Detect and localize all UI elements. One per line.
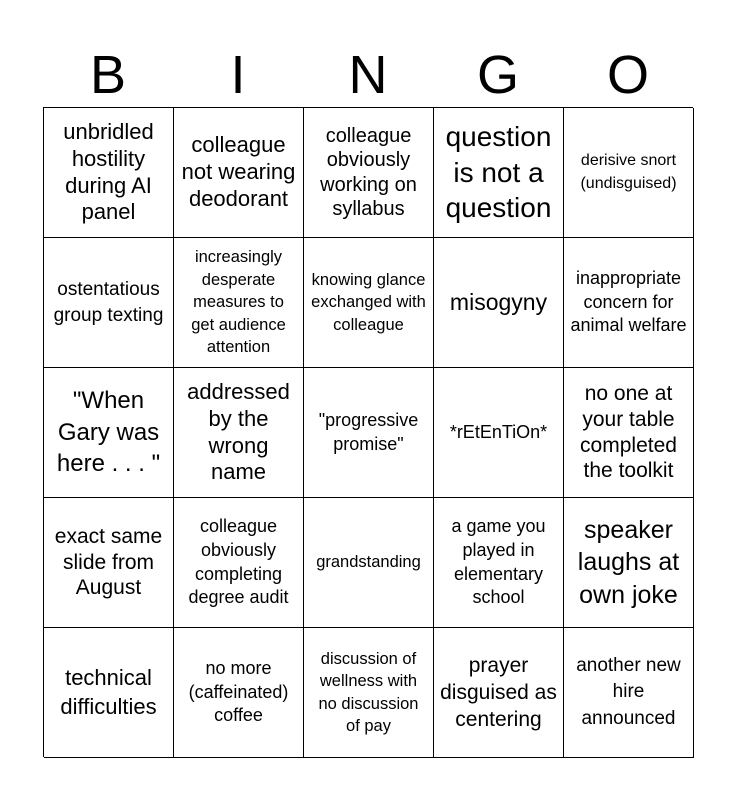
bingo-cell[interactable] [44, 108, 174, 238]
cell-text: grandstanding [316, 553, 421, 572]
bingo-cell[interactable] [304, 238, 434, 368]
bingo-cell[interactable] [434, 238, 564, 368]
header-letter-o: O [606, 45, 649, 105]
bingo-cell[interactable] [174, 108, 304, 238]
bingo-cell[interactable] [564, 238, 694, 368]
bingo-cell[interactable] [564, 368, 694, 498]
bingo-cell[interactable] [434, 628, 564, 758]
cell-text: no more (caffeinated) coffee [188, 658, 289, 726]
cell-text: speaker laughs at own joke [577, 515, 680, 609]
cell-text: question is not a question [445, 120, 552, 224]
bingo-cell[interactable] [44, 238, 174, 368]
cell-text: addressed by the wrong name [187, 378, 290, 485]
cell-text: "progressive promise" [318, 410, 419, 454]
bingo-cell[interactable] [434, 108, 564, 238]
cell-text: colleague not wearing deodorant [181, 132, 296, 211]
bingo-cell[interactable] [434, 368, 564, 498]
cell-text: colleague obviously working on syllabus [320, 124, 417, 220]
header-letter-n: N [348, 45, 388, 105]
cell-text: unbridled hostility during AI panel [63, 118, 154, 225]
cell-text: another new hire announced [576, 654, 681, 729]
cell-text: increasingly desperate measures to get audience attention [191, 248, 286, 357]
cell-text: no one at your table completed the toolkit [580, 382, 677, 483]
cell-text: discussion of wellness with no discussion of pay [318, 649, 419, 735]
bingo-cell[interactable] [564, 498, 694, 628]
bingo-cell[interactable] [174, 628, 304, 758]
cell-text: exact same slide from August [54, 525, 163, 600]
bingo-cell[interactable] [44, 498, 174, 628]
cell-text: colleague obviously completing degree audit [188, 516, 289, 608]
header-letter-g: G [476, 45, 519, 105]
bingo-cell[interactable] [564, 108, 694, 238]
cell-text: prayer disguised as centering [440, 653, 557, 732]
header-letter-b: B [89, 45, 127, 105]
cell-text: "When Gary was here . . . " [56, 386, 161, 478]
bingo-cell[interactable] [304, 368, 434, 498]
cell-text: ostentatious group texting [53, 279, 164, 326]
cell-text: knowing glance exchanged with colleague [311, 270, 426, 334]
bingo-cell[interactable] [174, 498, 304, 628]
cell-text: technical difficulties [60, 664, 157, 719]
bingo-header [43, 44, 693, 106]
header-letter-i: I [230, 45, 246, 105]
cell-text: derisive snort (undisguised) [580, 152, 677, 192]
bingo-cell[interactable] [304, 498, 434, 628]
bingo-cell[interactable] [304, 628, 434, 758]
cell-text: *rEtEnTiOn* [449, 421, 548, 442]
cell-text: a game you played in elementary school [451, 516, 546, 608]
bingo-cell[interactable] [44, 628, 174, 758]
bingo-cell[interactable] [44, 368, 174, 498]
cell-text: misogyny [449, 289, 548, 316]
bingo-cell[interactable] [304, 108, 434, 238]
cell-text: inappropriate concern for animal welfare [570, 267, 687, 336]
bingo-board [43, 107, 693, 757]
bingo-cell[interactable] [174, 238, 304, 368]
bingo-cell[interactable] [564, 628, 694, 758]
bingo-cell[interactable] [434, 498, 564, 628]
bingo-cell[interactable] [174, 368, 304, 498]
